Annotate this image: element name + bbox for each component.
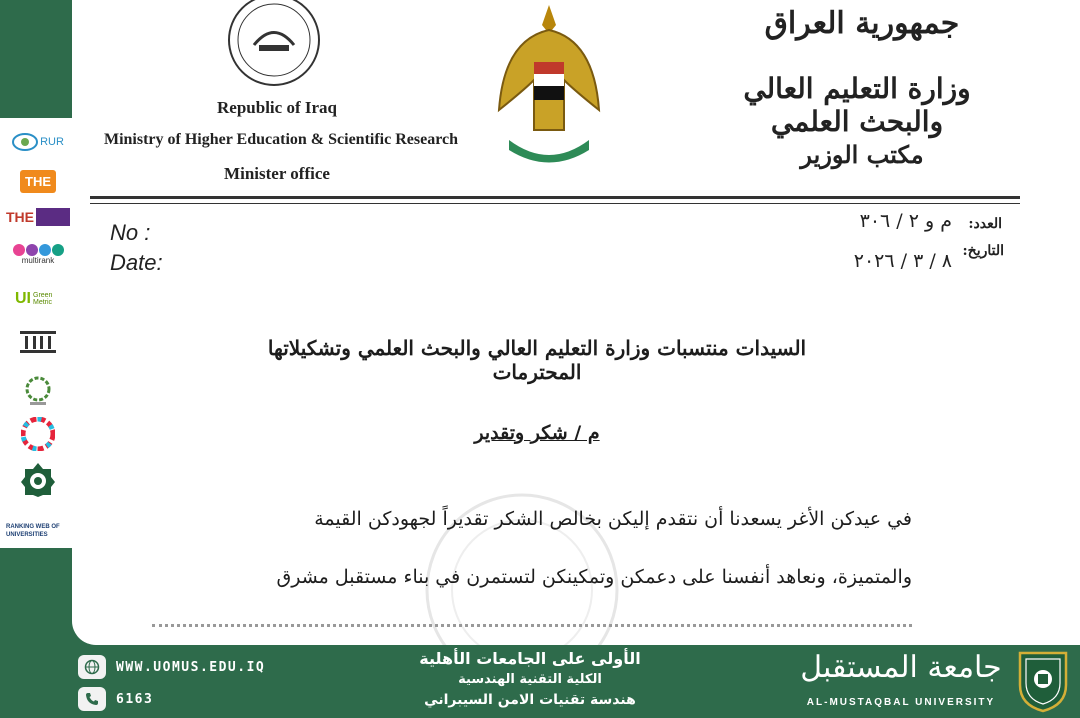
phone-icon [78,687,106,711]
letter-body-line1: في عيدكن الأغر يسعدنا أن نتقدم إليكن بخالص الشكر تقديراً لجهودكن القيمة [314,508,912,530]
letterhead-en-line2: Ministry of Higher Education & Scientific Research [103,131,459,148]
phone-text[interactable]: 6163 [116,691,154,707]
ranking-logos-strip [0,118,72,548]
columns-icon [18,329,58,355]
sdg-wheel-icon [21,417,55,451]
webometrics-logo: RANKING WEB OF UNIVERSITIES [6,524,60,538]
letterhead-ar-line1: جمهورية العراق [764,6,960,41]
university-shield-icon [1016,649,1070,713]
letterhead-en-line3: Minister office [224,164,330,183]
institution-logo [6,326,70,358]
letter-subject: م / شكر وتقدير [474,422,600,444]
letter-body-line2: والمتميزة، ونعاهد أنفسنا على دعمكن وتمكينكن لتستمرن في بناء مستقبل مشرق [276,566,912,588]
official-letter [72,0,1080,645]
header-rule-top [90,196,1020,199]
multirank-logo: multirank [6,236,70,272]
watermark-seal-icon [392,480,652,645]
arab-ranking-logo [6,372,70,410]
ministry-seal-icon [224,0,324,90]
header-rule-bottom [90,203,1020,204]
no-label-ar: العدد: [968,216,1002,232]
impact-badge [36,208,70,226]
footer-ranking-text: الأولى على الجامعات الأهلية [419,649,641,668]
date-label: Date: [110,250,163,275]
arab-council-logo [6,460,70,500]
globe-icon [78,655,106,679]
letter-body-cutoff [152,624,912,630]
ui-mark: UI [15,290,31,307]
the-impact-logo: THE [6,204,70,230]
wreath-icon [21,374,55,408]
website-contact[interactable] [78,655,265,679]
rur-logo: RUR [6,124,70,160]
the-logo: THE [6,166,70,196]
university-name-ar: جامعة المستقبل [800,650,1002,685]
no-value: م و ٢ / ٣٠٦ [859,210,952,232]
sdg-logo [6,416,70,452]
footer-department-text: هندسة تقنيات الامن السيبراني [424,692,636,708]
website-text[interactable]: WWW.UOMUS.EDU.IQ [116,659,266,675]
date-value: ٨ / ٣ / ٢٠٢٦ [853,250,952,272]
no-label: No : [110,220,151,245]
letter-addressee: السيدات منتسبات وزارة التعليم العالي والبحث العلمي وتشكيلاتها المحترمات [267,336,807,384]
footer-bar [0,645,1080,718]
letterhead-en-line1: Republic of Iraq [217,98,337,117]
footer-college-text: الكلية التقنية الهندسية [458,672,602,687]
date-label-ar: التاريخ: [962,243,1004,259]
letterhead-ar-line3: مكتب الوزير [800,140,924,169]
council-emblem-icon [19,461,57,499]
university-name-en: AL-MUSTAQBAL UNIVERSITY [806,697,996,708]
iraq-eagle-emblem-icon [494,0,604,170]
phone-contact[interactable] [78,687,153,711]
multirank-circles-icon [13,244,64,256]
greenmetric-logo: UI Green Metric [15,290,53,307]
letterhead-ar-line2: وزارة التعليم العالي والبحث العلمي [743,72,971,138]
eye-icon [12,131,38,153]
